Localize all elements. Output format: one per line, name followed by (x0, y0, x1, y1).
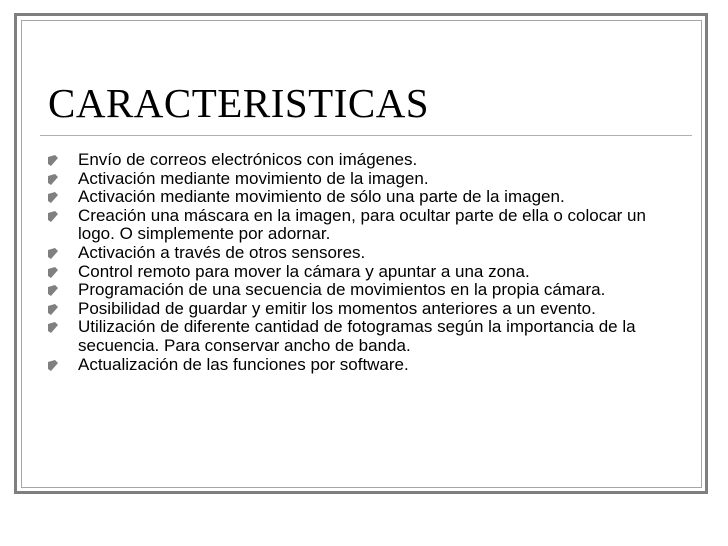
list-item-text: Posibilidad de guardar y emitir los momentos anteriores a un evento. (78, 298, 596, 318)
square-bullet-icon (48, 322, 58, 333)
square-bullet-icon (48, 211, 58, 222)
square-bullet-icon (48, 304, 58, 315)
square-bullet-icon (48, 267, 58, 278)
list-item (48, 151, 668, 170)
list-item (48, 318, 668, 355)
list-item (48, 263, 668, 282)
slide-title: CARACTERISTICAS (48, 80, 430, 126)
list-item-text: Control remoto para mover la cámara y apuntar a una zona. (78, 261, 530, 281)
list-item-text: Activación mediante movimiento de la imagen. (78, 168, 429, 188)
square-bullet-icon (48, 360, 58, 371)
list-item-text: Activación a través de otros sensores. (78, 242, 366, 262)
bullet-list (48, 151, 668, 374)
list-item-text: Activación mediante movimiento de sólo una parte de la imagen. (78, 187, 565, 207)
list-item (48, 244, 668, 263)
list-item-text: Actualización de las funciones por software. (78, 354, 409, 374)
list-item (48, 300, 668, 319)
square-bullet-icon (48, 192, 58, 203)
square-bullet-icon (48, 248, 58, 259)
list-item (48, 188, 668, 207)
list-item-text: Envío de correos electrónicos con imágenes. (78, 150, 418, 169)
square-bullet-icon (48, 174, 58, 185)
list-item (48, 170, 668, 189)
list-item (48, 207, 668, 244)
list-item (48, 281, 668, 300)
list-item (48, 356, 668, 375)
list-item-text: Programación de una secuencia de movimientos en la propia cámara. (78, 280, 606, 300)
title-divider (40, 135, 692, 136)
list-item-text: Utilización de diferente cantidad de fotogramas según la importancia de la secuencia. Para conservar ancho de banda. (78, 317, 636, 355)
square-bullet-icon (48, 285, 58, 296)
square-bullet-icon (48, 155, 58, 166)
list-item-text: Creación una máscara en la imagen, para ocultar parte de ella o colocar un logo. O simplemente por adornar. (78, 205, 646, 244)
